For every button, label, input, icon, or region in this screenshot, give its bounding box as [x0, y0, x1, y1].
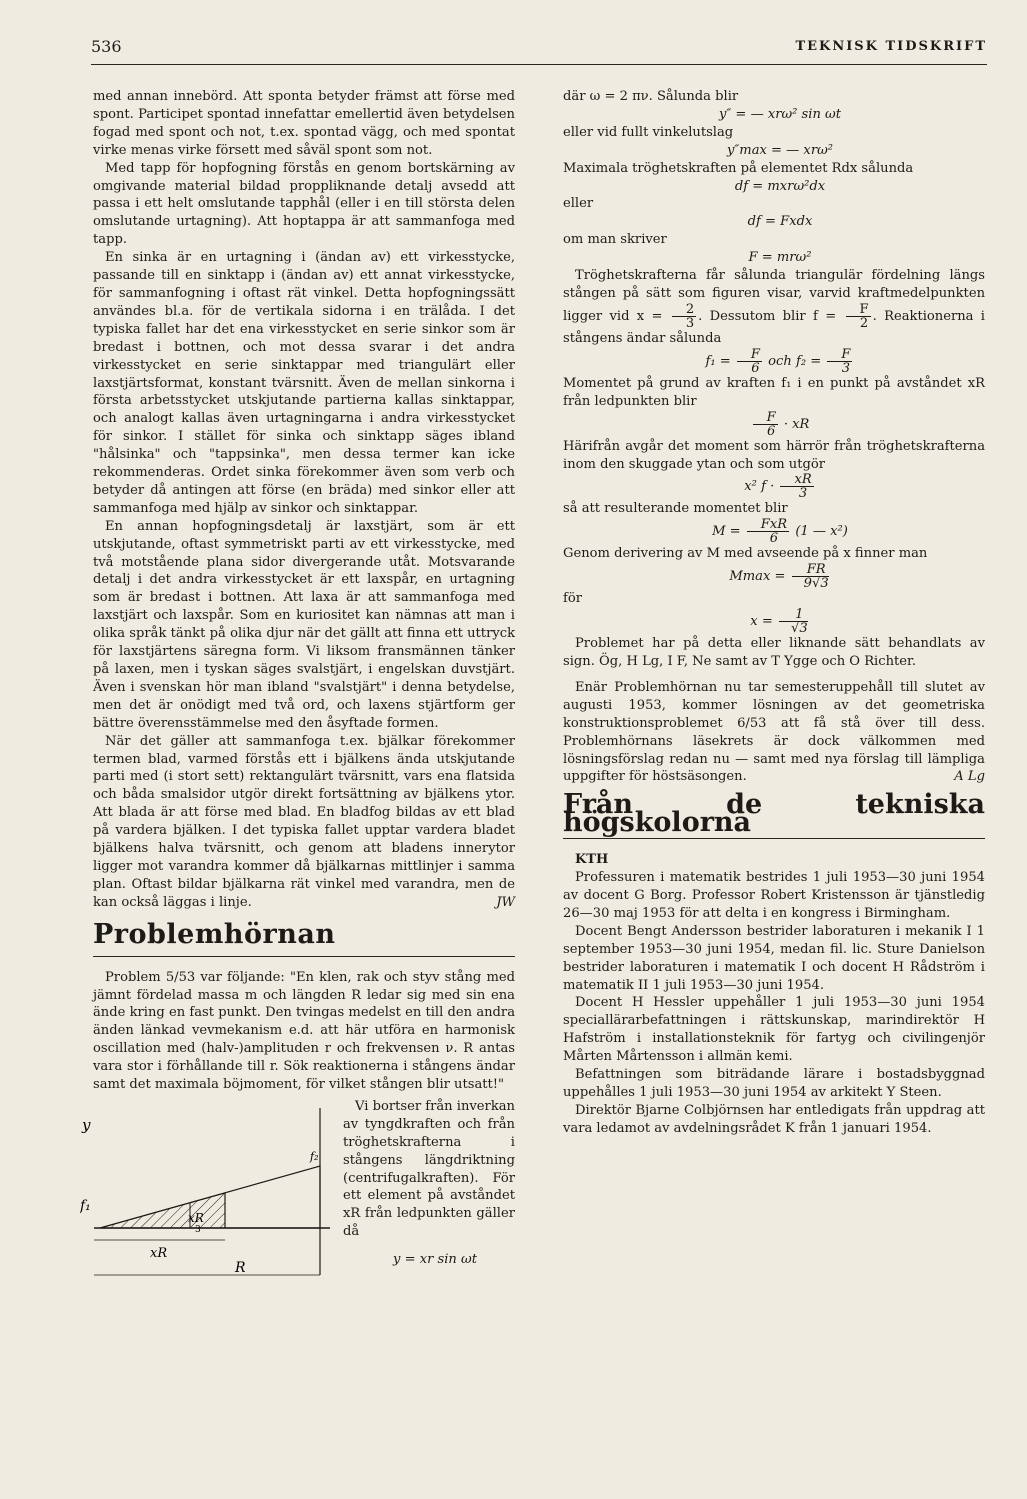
- journal-title: TEKNISK TIDSKRIFT: [795, 39, 987, 54]
- fraction: [792, 563, 829, 590]
- eq-part: · xR: [783, 416, 810, 432]
- equation-2: y″max = — xrω²: [726, 142, 834, 158]
- numerator: F: [753, 411, 778, 425]
- right-column: [563, 88, 985, 1138]
- numerator: xR: [780, 473, 813, 487]
- text-run: . Dessutom blir f =: [698, 308, 837, 324]
- paragraph: Docent Bengt Andersson bestrider laboraturen i mekanik I 1 september 1953—30 juni 1954, medan fil. lic. Sture Danielson bestrider laboraturen i matematik I och docent H Rådström i matematik II 1 juli 1953—30 juni 1954.: [563, 923, 985, 993]
- paragraph: med annan innebörd. Att sponta betyder främst att förse med spont. Participet spontad innefattar emellertid även betydelsen fogad med spont och not, t.ex. spontad vägg, och med spontat virke menas virke försett med såväl spont som not.: [93, 89, 515, 158]
- paragraph: Docent H Hessler uppehåller 1 juli 1953—30 juni 1954 speciallärarbefattningen i rättskunskap, marindirektör H Hafström i installationsteknik för fartyg och civilingenjör Mårten Mårtensson i allmän kemi.: [563, 995, 985, 1065]
- figure-label-R: R: [235, 1259, 246, 1276]
- paragraph: Vi bortser från inverkan av tyngdkraften och från tröghetskrafterna i stångens längdriktning (centrifugalkraften). För ett element på avståndet xR från ledpunkten gäller då: [343, 1098, 515, 1240]
- paragraph: Professuren i matematik bestrides 1 juli 1953—30 juni 1954 av docent G Borg. Professor Robert Kristensson är tjänstledig 26—30 maj 1953 för att delta i en kongress i Birmingham.: [563, 870, 985, 921]
- section-heading-problemhornan: Problemhörnan: [93, 918, 336, 950]
- fraction: [737, 348, 762, 375]
- figure-label-f1: f₁: [80, 1197, 91, 1214]
- figure-label-f2: f₂: [310, 1149, 319, 1163]
- subheading-kth: KTH: [575, 852, 609, 868]
- eq-part: och f₂ =: [768, 353, 822, 369]
- paragraph: En sinka är en urtagning i (ändan av) ett virkesstycke, passande till en sinktapp i (ändan av) ett annat virkesstycke, för sammanfogning i oftast rät vinkel. Detta hopfogningssätt användes bl.a. för de vertikala sidorna i en trälåda. I det typiska fallet har det ena virkesstycket en serie sinkor som är bredast i bottnen, och mot dessa svarar i det andra virkesstycket en serie sinktappar med triangulärt eller laxstjärtsformat, konstant tvärsnitt. Även de mellan sinkorna i första arbetsstycket utskjutande partierna kallas sinktappar, och analogt kallas även urtagningarna i andra virkesstycket för sinkor. I stället för sinka och sinktapp säges ibland "hålsinka" och "tappsinka", men dessa termer kan icke rekommenderas. Ordet sinka förekommer även som verb och betyder då antingen att förse (en bräda) med sinkor eller att sammanfoga med hjälp av sinkor och sinktappar.: [93, 250, 515, 516]
- fraction: [780, 473, 813, 500]
- denominator: 6: [751, 360, 760, 376]
- fraction: [753, 411, 778, 438]
- eq-part: f₁ =: [705, 353, 731, 369]
- paragraph: så att resulterande momentet blir: [563, 501, 788, 517]
- page-header: [91, 37, 987, 59]
- paragraph: Härifrån avgår det moment som härrör från tröghetskrafterna inom den skuggade ytan och som utgör: [563, 438, 985, 472]
- paragraph: Genom derivering av M med avseende på x finner man: [563, 546, 928, 562]
- denominator: 6: [766, 423, 776, 439]
- equation-11: [563, 608, 985, 635]
- eq-part: M =: [712, 524, 741, 540]
- eq-part: (1 — x²): [795, 524, 848, 540]
- paragraph: för: [563, 591, 582, 607]
- figure-label-y: y: [82, 1115, 91, 1134]
- paragraph: om man skriver: [563, 232, 667, 248]
- paragraph: Problem 5/53 var följande: "En klen, rak och styv stång med jämnt fördelad massa m och längden R ledar sig med sin ena ände kring en fast punkt. Den tvingas medelst en till den andra änden länkad vevmekanism e.d. att här utföra en harmonisk oscillation med (halv-)amplituden r och frekvensen ν. R antas vara stor i förhållande till r. Sök reaktionerna i stångens ändar samt det maximala böjmoment, för vilket stången blir utsatt!": [93, 969, 515, 1093]
- denominator: √3: [791, 621, 808, 637]
- figure-side-text: [343, 1098, 515, 1269]
- paragraph: [563, 267, 985, 348]
- denominator: 9√3: [803, 576, 829, 592]
- paragraph: [93, 733, 515, 912]
- section-heading-hogskolorna: Från de tekniska högskolorna: [563, 789, 985, 839]
- fraction: [779, 608, 808, 635]
- numerator: FR: [792, 563, 829, 577]
- heading-rule: [93, 956, 515, 957]
- equation-5: F = mrω²: [748, 250, 812, 266]
- paragraph: Direktör Bjarne Colbjörnsen har entledigats från uppdrag att vara ledamot av avdelningsrådet K från 1 januari 1954.: [563, 1102, 985, 1136]
- paragraph: Momentet på grund av kraften f₁ i en punkt på avståndet xR från ledpunkten blir: [563, 375, 985, 409]
- header-rule: [91, 64, 987, 65]
- eq-part: x =: [750, 614, 773, 630]
- paragraph: eller: [563, 196, 594, 212]
- paragraph: Befattningen som biträdande lärare i bostadsbyggnad uppehålles 1 juli 1953—30 juni 1954 av arkitekt Y Steen.: [563, 1067, 985, 1100]
- numerator: 2: [672, 303, 696, 317]
- signature: JW: [496, 894, 515, 910]
- denominator: 3: [841, 360, 851, 376]
- equation-4: df = Fxdx: [747, 214, 813, 230]
- fraction: [747, 518, 789, 545]
- eq-part: Mmax =: [729, 569, 786, 585]
- eq-part: x² f ·: [744, 479, 775, 495]
- fraction: [846, 303, 871, 330]
- equation-y: y = xr sin ωt: [393, 1252, 477, 1268]
- page-number: 536: [91, 37, 122, 56]
- figure-label-xR: xR: [150, 1245, 168, 1261]
- equation-10: [563, 563, 985, 590]
- numerator: 1: [779, 608, 808, 622]
- paragraph: där ω = 2 πν. Sålunda blir: [563, 89, 739, 104]
- equation-8: [563, 473, 985, 500]
- figure-label-xR-small: xR: [188, 1210, 204, 1225]
- paragraph: En annan hopfogningsdetalj är laxstjärt, som är ett utskjutande, oftast symmetriskt parti av ett virkesstycke, med två motstående plana sidor divergerande utåt. Motsvarande detalj i det andra virkesstycket är ett laxspår, en urtagning som är bredast i bottnen. Att laxa är att sammanfoga med laxstjärt och laxspår. Som en kuriositet kan nämnas att man i olika språk tänkt på olika djur när det gällt att finna ett uttryck för laxstjärtens säregna form. Vi liksom fransmännen tänker på laxen, men i tyskan säges svalstjärt, i engelskan duvstjärt. Även i svenskan hör man ibland "svalstjärt" i denna betydelse, men det är onödigt med två ord, och laxens stjärtform ger bättre överensstämmelse med den åsyftade formen.: [93, 518, 515, 731]
- paragraph: Maximala tröghetskraften på elementet Rdx sålunda: [563, 160, 914, 176]
- numerator: FxR: [747, 518, 789, 532]
- equation-1: y″ = — xrω² sin ωt: [718, 106, 841, 122]
- paragraph: [563, 679, 985, 786]
- equation-9: [563, 518, 985, 545]
- fraction: [672, 303, 696, 330]
- heading-rule: [563, 838, 985, 839]
- paragraph: Problemet har på detta eller liknande sätt behandlats av sign. Ög, H Lg, I F, Ne samt av T Ygge och O Richter.: [563, 636, 985, 670]
- denominator: 3: [798, 486, 808, 502]
- left-column: [80, 88, 515, 1288]
- numerator: F: [737, 348, 762, 362]
- shaded-area: [100, 1193, 225, 1228]
- figure-block: [80, 1098, 515, 1288]
- force-distribution-figure: [80, 1100, 340, 1290]
- fraction: [827, 348, 852, 375]
- equation-7: [563, 411, 985, 438]
- figure-label-xR-small-div: 3: [195, 1224, 201, 1235]
- paragraph-text: Enär Problemhörnan nu tar semesteruppehåll till slutet av augusti 1953, kommer lösningen av det geometriska konstruktionsproblemet 6/53 att få stå över till dess. Problemhörnans läsekrets är dock välkommen med lösningsförslag redan nu — samt med nya förslag till lämpliga uppgifter för höstsäsongen.: [563, 679, 985, 785]
- denominator: 6: [769, 531, 779, 547]
- denominator: 2: [859, 315, 869, 331]
- paragraph: Med tapp för hopfogning förstås en genom bortskärning av omgivande material bildad proppliknande detalj avsedd att passa i ett helt omslutande tapphål (eller i en till största delen omslutande urtagning). Att hoptappa är att sammanfoga med tapp.: [93, 160, 515, 248]
- text-run: Tröghetskrafterna får sålunda triangulär fördelning längs stången på sätt som figuren visar, varvid kraftmedelpunkten ligger vid x =: [563, 268, 985, 324]
- paragraph-text: När det gäller att sammanfoga t.ex. bjälkar förekommer termen blad, varmed förstås ett i bjälkens ända utskjutande parti med (i stort sett) rektangulärt tvärsnitt, vars ena flatsida och båda smalsidor utgör direkt fortsättning av bjälkens ytor. Att blada är att förse med blad. En bladfog bildas av ett blad på vardera bjälken. I det typiska fallet upptar vardera bladet bjälkens halva tvärsnitt, och genom att bladens innerytor ligger mot varandra kommer då bjälkarnas mittlinjer i samma plan. Oftast bildar bjälkarna rät vinkel med varandra, men de kan också läggas i linje.: [93, 733, 515, 910]
- paragraph: eller vid fullt vinkelutslag: [563, 124, 734, 140]
- text-run: . Reaktionerna i stångens ändar sålunda: [563, 308, 985, 346]
- numerator: F: [827, 348, 852, 362]
- denominator: 3: [685, 315, 695, 331]
- equation-6: [563, 348, 985, 375]
- numerator: F: [846, 303, 871, 317]
- equation-3: df = mxrω²dx: [734, 178, 826, 194]
- signature: A Lg: [954, 769, 985, 785]
